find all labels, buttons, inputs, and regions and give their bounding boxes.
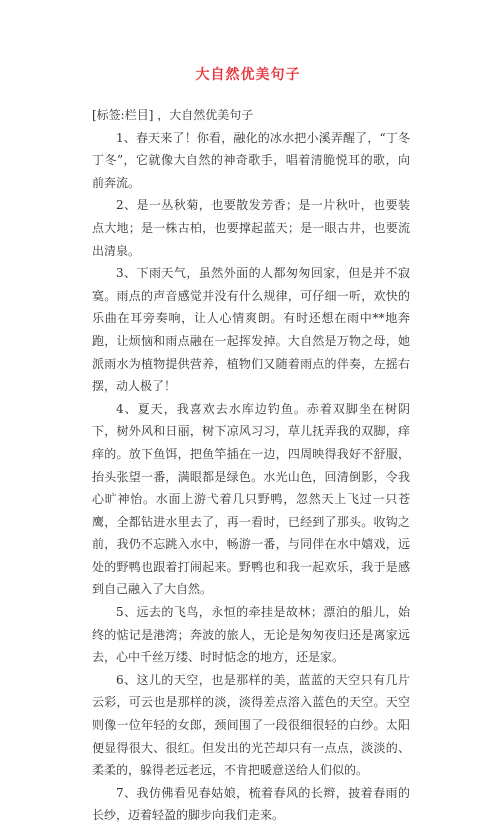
tag-line: [标签:栏目] ，大自然优美句子: [92, 108, 254, 122]
paragraph-6: 6、这儿的天空，也是那样的美，蓝蓝的天空只有几片云彩，可云也是那样的淡，淡得差点溶入蓝色的天空。天空则像一位年轻的女郎，颈间围了一段很细很轻的白纱。太阳便显得很大、很红。但发出的光芒却只有一点点，淡淡的、柔柔的，躲得老远老远，不肯把暖意送给人们似的。: [92, 672, 410, 778]
document-title: 大自然优美句子: [195, 67, 301, 83]
paragraph-2: 2、是一丛秋菊，也要散发芳香；是一片秋叶，也要装点大地；是一株古柏，也要撑起蓝天；是一眼古井，也要流出清泉。: [92, 198, 410, 258]
document-body: [92, 104, 410, 827]
paragraph-4: 4、夏天，我喜欢去水库边钓鱼。赤着双脚坐在树阴下，树外风和日丽，树下凉风习习，草儿抚弄我的双脚，痒痒的。放下鱼饵，把鱼竿插在一边，四周映得我好不舒服，抬头张望一番，满眼都是绿色。水光山色，回清倒影，令我心旷神怡。水面上游弋着几只野鸭，忽然天上飞过一只苍鹰，全都钻进水里去了，再一看时，已经到了那头。收钩之前，我仍不忘跳入水中，畅游一番，与同伴在水中嬉戏，远处的野鸭也跟着打闹起来。野鸭也和我一起欢乐，我于是感到自己融入了大自然。: [92, 401, 410, 597]
paragraph-7: 7、我仿佛看见春姑娘，梳着春风的长辫，披着春雨的长纱，迈着轻盈的脚步向我们走来。: [92, 785, 410, 823]
paragraph-3: 3、下雨天气，虽然外面的人都匆匆回家，但是并不寂寞。雨点的声音感觉并没有什么规律，可仔细一听，欢快的乐曲在耳旁奏响，让人心情爽朗。有时还想在雨中**地奔跑，让烦恼和雨点融在一起挥发掉。大自然是万物之母，她派雨水为植物提供营养，植物们又随着雨点的伴奏，左摇右摆，动人极了！: [92, 266, 410, 394]
paragraph-1: 1、春天来了！你看，融化的冰水把小溪弄醒了，“丁冬丁冬”，它就像大自然的神奇歌手，唱着清脆悦耳的歌，向前奔流。: [92, 130, 410, 190]
paragraph-5: 5、远去的飞鸟，永恒的牵挂是故林；漂泊的船儿，始终的惦记是港湾；奔波的旅人，无论是匆匆夜归还是离家远去，心中千丝万缕、时时惦念的地方，还是家。: [92, 605, 410, 665]
